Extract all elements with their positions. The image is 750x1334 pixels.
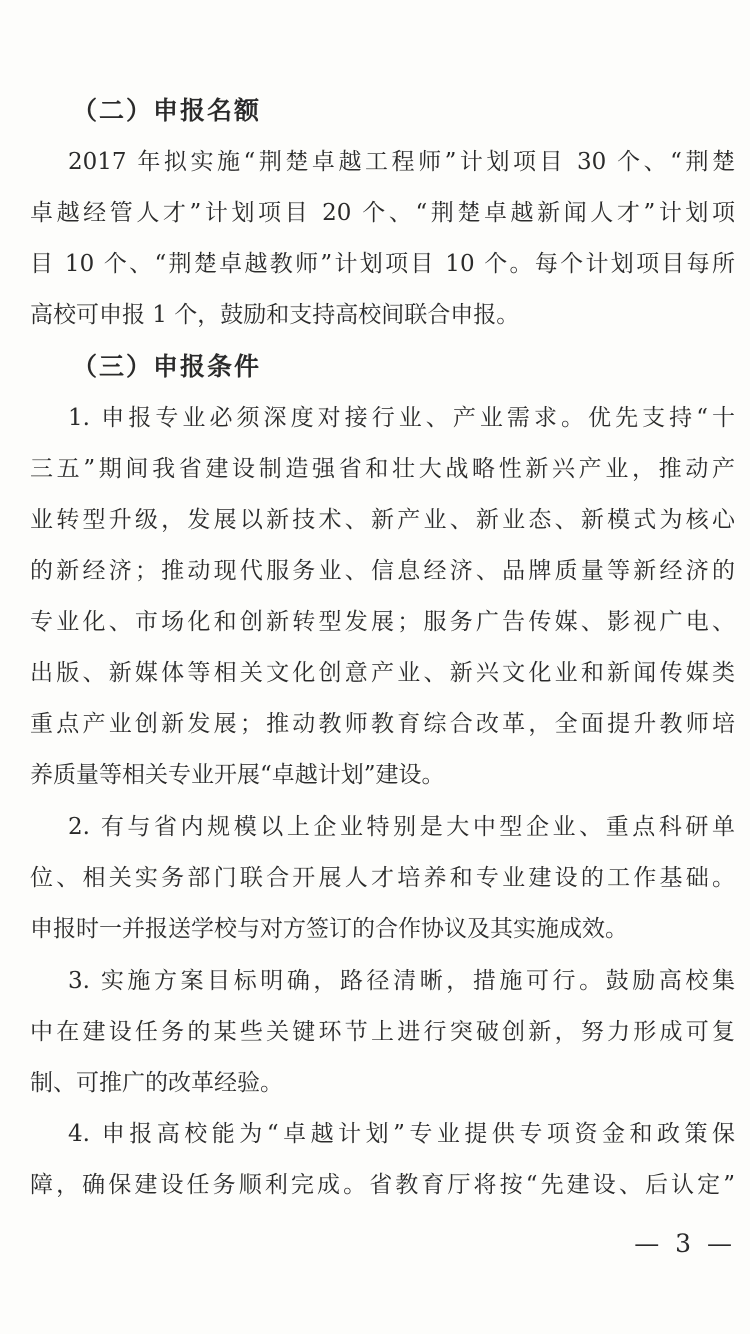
text-line: 2017 年拟实施“荆楚卓越工程师”计划项目 30 个、“荆楚 <box>68 149 735 175</box>
text-line: 出版、新媒体等相关文化创意产业、新兴文化业和新闻传媒类 <box>30 660 735 686</box>
text-line: 障，确保建设任务顺利完成。省教育厅将按“先建设、后认定” <box>30 1172 735 1198</box>
text-line: 制、可推广的改革经验。 <box>30 1070 283 1096</box>
text-line: 专业化、市场化和创新转型发展；服务广告传媒、影视广电、 <box>30 609 735 635</box>
text-line: 2. 有与省内规模以上企业特别是大中型企业、重点科研单 <box>68 814 735 840</box>
text-line: 卓越经管人才”计划项目 20 个、“荆楚卓越新闻人才”计划项 <box>30 200 735 226</box>
text-line: 位、相关实务部门联合开展人才培养和专业建设的工作基础。 <box>30 865 735 891</box>
text-line: 目 10 个、“荆楚卓越教师”计划项目 10 个。每个计划项目每所 <box>30 251 735 277</box>
text-line: 养质量等相关专业开展“卓越计划”建设。 <box>30 762 445 788</box>
text-line: 三五”期间我省建设制造强省和壮大战略性新兴产业，推动产 <box>30 456 735 482</box>
page-number: — 3 — <box>634 1229 736 1258</box>
text-line: 3. 实施方案目标明确，路径清晰，措施可行。鼓励高校集 <box>68 968 735 994</box>
text-line: 高校可申报 1 个，鼓励和支持高校间联合申报。 <box>30 302 520 328</box>
section-heading: （二）申报名额 <box>72 96 262 125</box>
section-heading: （三）申报条件 <box>72 352 262 381</box>
text-line: 4. 申报高校能为“卓越计划”专业提供专项资金和政策保 <box>68 1121 735 1147</box>
text-line: 的新经济；推动现代服务业、信息经济、品牌质量等新经济的 <box>30 558 735 584</box>
text-line: 申报时一并报送学校与对方签订的合作协议及其实施成效。 <box>30 916 628 942</box>
text-line: 重点产业创新发展；推动教师教育综合改革，全面提升教师培 <box>30 711 735 737</box>
text-line: 1. 申报专业必须深度对接行业、产业需求。优先支持“十 <box>68 405 735 431</box>
text-line: 中在建设任务的某些关键环节上进行突破创新，努力形成可复 <box>30 1019 735 1045</box>
text-line: 业转型升级，发展以新技术、新产业、新业态、新模式为核心 <box>30 507 735 533</box>
